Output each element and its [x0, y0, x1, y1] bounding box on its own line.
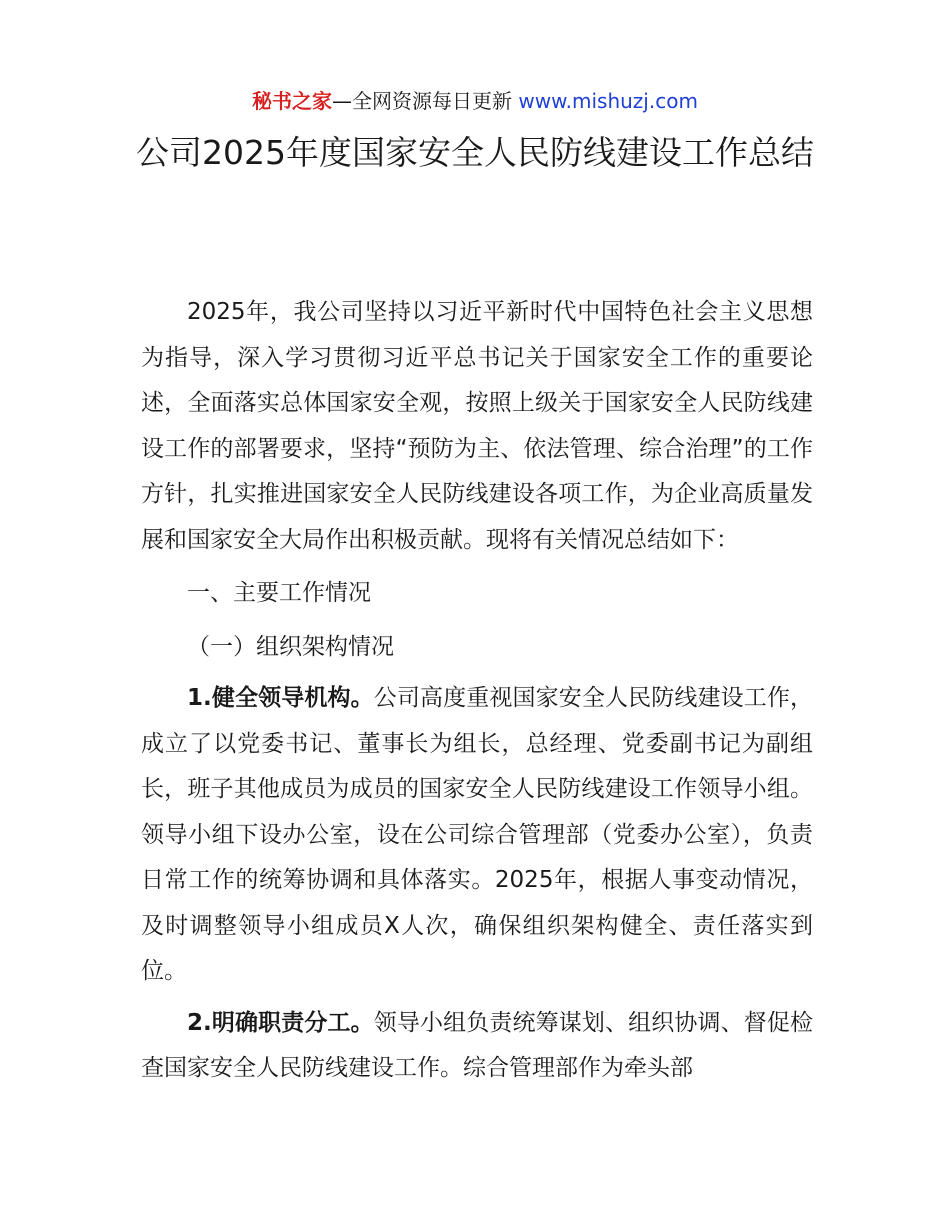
subsection-heading: （一）组织架构情况	[187, 633, 394, 660]
site-banner	[0, 86, 950, 116]
item-lead-2: 2.明确职责分工。	[187, 1009, 374, 1036]
brand-name: 秘书之家	[252, 89, 333, 113]
item-text-2: 领导小组负责统筹谋划、组织协调、督促检查国家安全人民防线建设工作。综合管理部作为牵头部	[141, 1009, 813, 1081]
site-url-link[interactable]: www.mishuzj.com	[518, 89, 698, 113]
document-title: 公司2025年度国家安全人民防线建设工作总结	[136, 133, 814, 172]
document-body	[141, 290, 813, 1092]
banner-slogan: —全网资源每日更新	[332, 89, 519, 113]
item-text-1: 公司高度重视国家安全人民防线建设工作，成立了以党委书记、董事长为组长，总经理、党委副书记为副组长，班子其他成员为成员的国家安全人民防线建设工作领导小组。领导小组下设办公室，设在公司综合管理部（党委办公室），负责日常工作的统筹协调和具体落实。2025年，根据人事变动情况，及时调整领导小组成员X人次，确保组织架构健全、责任落实到位。	[141, 685, 813, 984]
section-heading: 一、主要工作情况	[187, 580, 371, 606]
item-paragraph-2	[141, 1001, 813, 1092]
item-paragraph-1	[141, 676, 813, 995]
item-lead-1: 1.健全领导机构。	[187, 685, 374, 711]
intro-paragraph: 2025年，我公司坚持以习近平新时代中国特色社会主义思想为指导，深入学习贯彻习近平总书记关于国家安全工作的重要论述，全面落实总体国家安全观，按照上级关于国家安全人民防线建设工作的部署要求，坚持“预防为主、依法管理、综合治理”的工作方针，扎实推进国家安全人民防线建设各项工作，为企业高质量发展和国家安全大局作出积极贡献。现将有关情况总结如下：	[141, 299, 813, 553]
